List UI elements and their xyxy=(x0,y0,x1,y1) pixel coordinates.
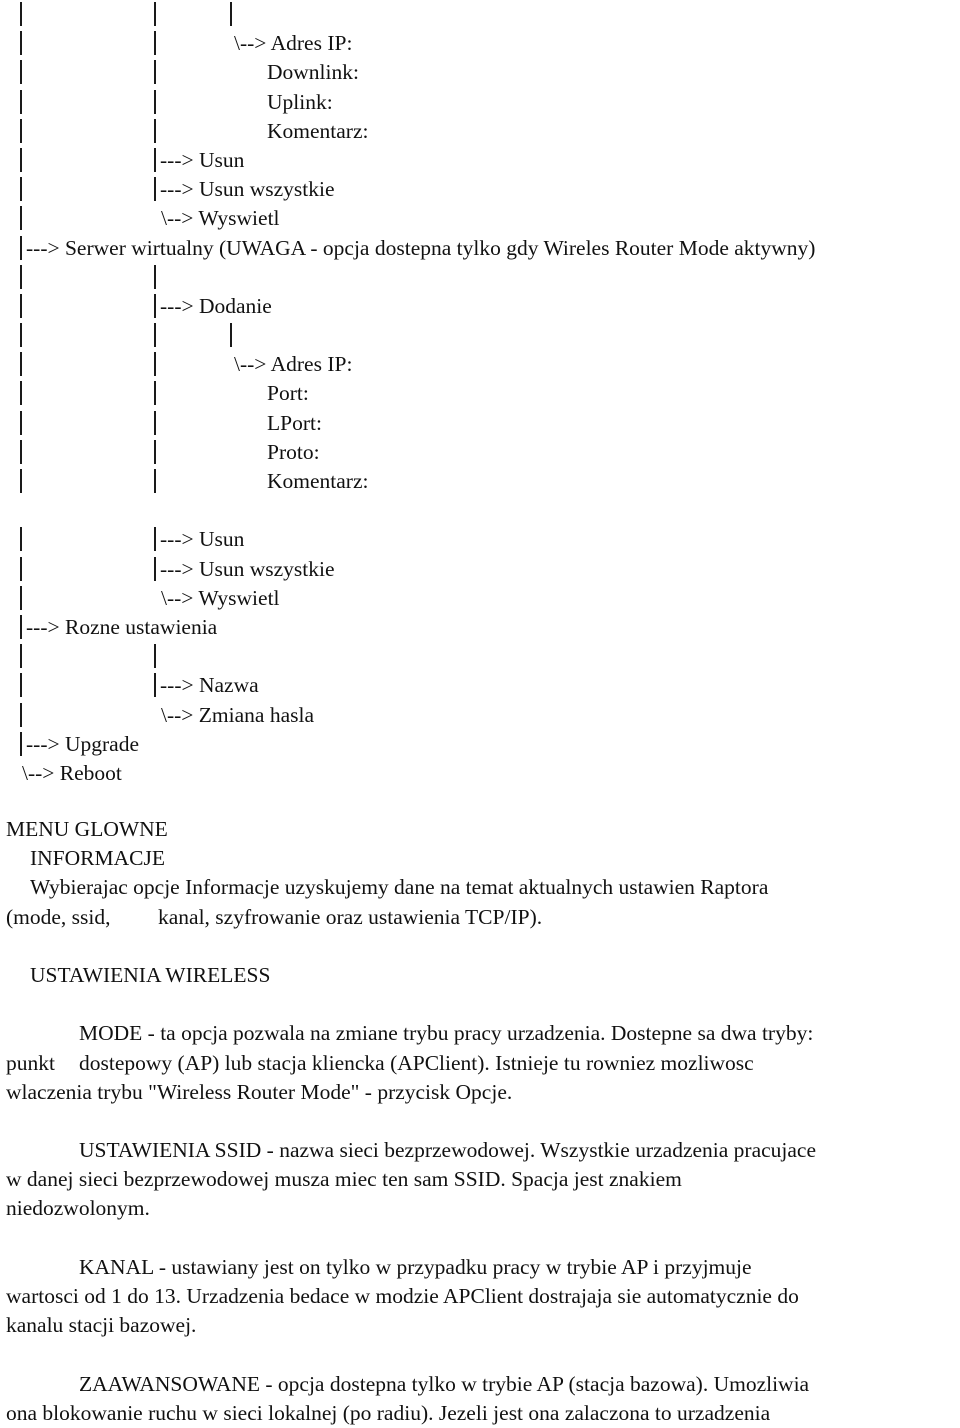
tree-branch-line xyxy=(154,265,156,289)
line xyxy=(0,903,960,932)
tree-connector-line xyxy=(0,321,960,350)
paragraph-line: (mode, ssid, xyxy=(6,904,111,929)
tree-branch-line xyxy=(20,177,22,201)
tree-line xyxy=(0,292,960,321)
line xyxy=(0,1399,960,1428)
tree-branch-line xyxy=(20,119,22,143)
paragraph-line: USTAWIENIA SSID - nazwa sieci bezprzewodowej. Wszystkie urzadzenia pracujace xyxy=(79,1138,817,1163)
line xyxy=(0,1019,960,1048)
paragraph-line: Wybierajac opcje Informacje uzyskujemy dane na temat aktualnych ustawien Raptora xyxy=(30,875,769,900)
blank-line xyxy=(0,1340,960,1369)
paragraph-line: ona blokowanie ruchu w sieci lokalnej (po radiu). Jezeli jest ona zalaczona to urzadzenia xyxy=(6,1400,771,1425)
tree-branch-line xyxy=(154,557,156,581)
tree-branch-line xyxy=(20,352,22,376)
paragraph-line: ZAAWANSOWANE - opcja dostepna tylko w trybie AP (stacja bazowa). Umozliwia xyxy=(79,1371,810,1396)
tree-line xyxy=(0,58,960,87)
tree-field-port: Port: xyxy=(267,381,309,406)
tree-field-komentarz: Komentarz: xyxy=(267,469,369,493)
tree-line xyxy=(0,438,960,467)
tree-item-wyswietl: \--> Wyswietl xyxy=(161,585,280,610)
tree-branch-line xyxy=(154,119,156,143)
tree-branch-line xyxy=(20,440,22,464)
tree-item-nazwa: ---> Nazwa xyxy=(160,673,259,698)
tree-item-reboot: \--> Reboot xyxy=(22,760,122,785)
paragraph-line: wartosci od 1 do 13. Urzadzenia bedace w modzie APClient dostrajaja sie automatycznie do xyxy=(6,1284,799,1308)
tree-item-adres-ip: \--> Adres IP: xyxy=(234,352,353,377)
tree-branch-line xyxy=(154,90,156,114)
tree-line xyxy=(0,350,960,379)
tree-line xyxy=(0,584,960,613)
tree-branch-line xyxy=(20,60,22,84)
tree-branch-line xyxy=(20,615,22,639)
paragraph-line: kanal, szyfrowanie oraz ustawienia TCP/IP). xyxy=(158,904,543,929)
line xyxy=(0,815,960,844)
tree-line xyxy=(0,234,960,263)
tree-line xyxy=(0,555,960,584)
tree-item-usun-wszystkie: ---> Usun wszystkie xyxy=(160,177,335,202)
tree-line xyxy=(0,175,960,204)
tree-line xyxy=(0,379,960,408)
tree-item-rozne-ustawienia: ---> Rozne ustawienia xyxy=(26,614,218,639)
tree-branch-line xyxy=(154,527,156,551)
tree-branch-line xyxy=(20,90,22,114)
line xyxy=(0,1078,960,1107)
tree-branch-line xyxy=(154,440,156,464)
tree-connector-line xyxy=(0,263,960,292)
tree-line xyxy=(0,759,960,788)
tree-branch-line xyxy=(230,2,232,26)
tree-branch-line xyxy=(20,557,22,581)
blank-line xyxy=(0,1224,960,1253)
paragraph-line: MODE - ta opcja pozwala na zmiane trybu pracy urzadzenia. Dostepne sa dwa tryby: xyxy=(79,1021,814,1046)
tree-connector-line xyxy=(0,642,960,671)
tree-field-uplink: Uplink: xyxy=(267,89,333,114)
tree-blank-line xyxy=(0,496,960,525)
tree-branch-line xyxy=(154,31,156,55)
tree-branch-line xyxy=(154,323,156,347)
tree-item-upgrade: ---> Upgrade xyxy=(26,731,140,756)
paragraph-line: punkt xyxy=(6,1050,55,1075)
tree-line xyxy=(0,117,960,146)
tree-branch-line xyxy=(154,60,156,84)
tree-branch-line xyxy=(154,644,156,668)
tree-item-usun: ---> Usun xyxy=(160,527,245,552)
tree-field-downlink: Downlink: xyxy=(267,60,359,85)
paragraph-line: niedozwolonym. xyxy=(6,1196,150,1221)
tree-item-adres-ip: \--> Adres IP: xyxy=(234,31,353,56)
tree-line xyxy=(0,467,960,496)
tree-branch-line xyxy=(20,673,22,697)
paragraph-line: kanalu stacji bazowej. xyxy=(6,1313,197,1338)
tree-branch-line xyxy=(20,148,22,172)
document-body xyxy=(0,815,960,1428)
tree-field-komentarz: Komentarz: xyxy=(267,118,369,143)
tree-branch-line xyxy=(20,644,22,668)
tree-field-proto: Proto: xyxy=(267,439,320,464)
tree-branch-line xyxy=(20,732,22,756)
tree-branch-line xyxy=(20,294,22,318)
tree-line xyxy=(0,146,960,175)
paragraph-line: wlaczenia trybu "Wireless Router Mode" - przycisk Opcje. xyxy=(6,1079,513,1104)
section-heading-informacje: INFORMACJE xyxy=(30,846,165,871)
tree-branch-line xyxy=(154,352,156,376)
tree-branch-line xyxy=(154,411,156,435)
tree-branch-line xyxy=(20,381,22,405)
tree-line xyxy=(0,525,960,554)
tree-line xyxy=(0,88,960,117)
tree-branch-line xyxy=(20,703,22,727)
tree-item-serwer-wirtualny: ---> Serwer wirtualny (UWAGA - opcja dostepna tylko gdy Wireles Router Mode aktywny) xyxy=(26,235,816,260)
line xyxy=(0,1165,960,1194)
line xyxy=(0,1282,960,1311)
tree-item-wyswietl: \--> Wyswietl xyxy=(161,206,280,231)
line xyxy=(0,873,960,902)
blank-line xyxy=(0,1107,960,1136)
line xyxy=(0,844,960,873)
tree-branch-line xyxy=(154,2,156,26)
section-heading-wireless: USTAWIENIA WIRELESS xyxy=(30,962,271,987)
tree-line xyxy=(0,29,960,58)
tree-line xyxy=(0,613,960,642)
line xyxy=(0,1253,960,1282)
tree-line xyxy=(0,671,960,700)
blank-line xyxy=(0,932,960,961)
tree-item-zmiana-hasla: \--> Zmiana hasla xyxy=(161,702,315,727)
tree-line xyxy=(0,730,960,759)
tree-branch-line xyxy=(154,148,156,172)
tree-branch-line xyxy=(20,323,22,347)
tree-line xyxy=(0,204,960,233)
line xyxy=(0,961,960,990)
tree-line xyxy=(0,701,960,730)
tree-branch-line xyxy=(230,323,232,347)
paragraph-line: w danej sieci bezprzewodowej musza miec ten sam SSID. Spacja jest znakiem xyxy=(6,1167,682,1192)
tree-item-usun: ---> Usun xyxy=(160,147,245,172)
paragraph-line: KANAL - ustawiany jest on tylko w przypadku pracy w trybie AP i przyjmuje xyxy=(79,1254,752,1279)
line xyxy=(0,1194,960,1223)
line xyxy=(0,1049,960,1078)
tree-branch-line xyxy=(20,411,22,435)
tree-branch-line xyxy=(154,294,156,318)
tree-branch-line xyxy=(20,527,22,551)
tree-branch-line xyxy=(154,177,156,201)
tree-line xyxy=(0,409,960,438)
tree-branch-line xyxy=(20,236,22,260)
line xyxy=(0,1370,960,1399)
tree-branch-line xyxy=(20,265,22,289)
tree-branch-line xyxy=(20,206,22,230)
tree-branch-line xyxy=(20,586,22,610)
tree-branch-line xyxy=(154,469,156,493)
tree-connector-line xyxy=(0,0,960,29)
tree-branch-line xyxy=(20,469,22,493)
tree-branch-line xyxy=(154,673,156,697)
blank-line xyxy=(0,990,960,1019)
tree-branch-line xyxy=(154,381,156,405)
tree-item-usun-wszystkie: ---> Usun wszystkie xyxy=(160,556,335,581)
tree-branch-line xyxy=(20,31,22,55)
tree-item-dodanie: ---> Dodanie xyxy=(160,293,272,318)
menu-heading: MENU GLOWNE xyxy=(6,817,168,841)
tree-branch-line xyxy=(20,2,22,26)
line xyxy=(0,1136,960,1165)
paragraph-line: dostepowy (AP) lub stacja kliencka (APClient). Istnieje tu rowniez mozliwosc xyxy=(79,1050,754,1075)
line xyxy=(0,1311,960,1340)
tree-field-lport: LPort: xyxy=(267,410,322,435)
